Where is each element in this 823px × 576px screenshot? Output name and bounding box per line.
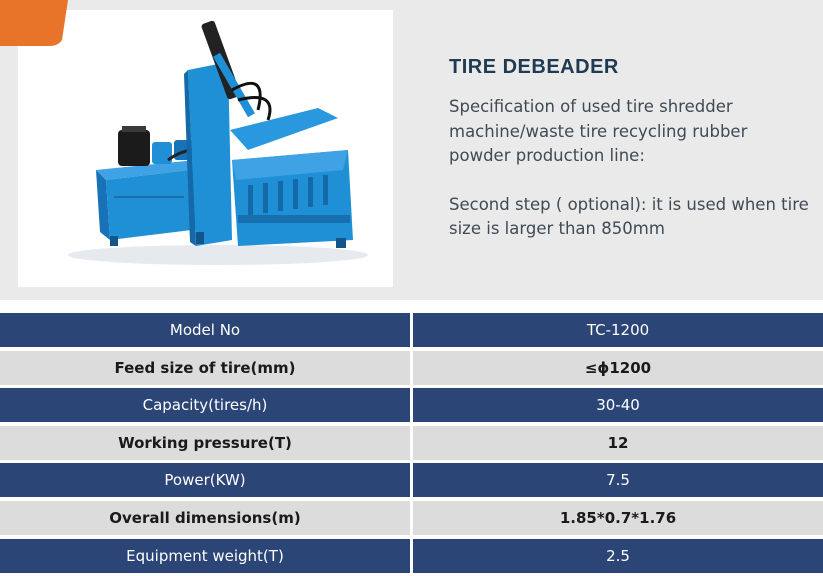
product-title: TIRE DEBEADER <box>449 56 619 78</box>
tire-debeader-machine-image <box>18 10 393 287</box>
table-row <box>0 313 823 351</box>
spec-value: 12 <box>413 426 823 460</box>
spec-value: 30-40 <box>413 388 823 422</box>
table-row <box>0 463 823 501</box>
table-row <box>0 388 823 426</box>
spec-label: Equipment weight(T) <box>0 539 410 573</box>
spec-label: Capacity(tires/h) <box>0 388 410 422</box>
spec-label: Working pressure(T) <box>0 426 410 460</box>
spec-value: TC-1200 <box>413 313 823 347</box>
table-row <box>0 426 823 464</box>
spec-label: Feed size of tire(mm) <box>0 351 410 385</box>
table-row <box>0 351 823 389</box>
table-row <box>0 501 823 539</box>
spec-value: 1.85*0.7*1.76 <box>413 501 823 535</box>
table-row <box>0 539 823 576</box>
product-image <box>18 10 393 287</box>
description-paragraph-2: Second step ( optional): it is used when tire size is larger than 850mm <box>449 194 809 238</box>
spec-value: 2.5 <box>413 539 823 573</box>
spec-label: Model No <box>0 313 410 347</box>
spec-label: Overall dimensions(m) <box>0 501 410 535</box>
spec-value: ≤ϕ1200 <box>413 351 823 385</box>
spec-value: 7.5 <box>413 463 823 497</box>
spec-table <box>0 313 823 576</box>
spec-label: Power(KW) <box>0 463 410 497</box>
badge-ribbon <box>0 0 72 48</box>
product-description <box>449 95 809 242</box>
description-paragraph-1: Specification of used tire shredder machine/waste tire recycling rubber powder production line: <box>449 97 748 165</box>
